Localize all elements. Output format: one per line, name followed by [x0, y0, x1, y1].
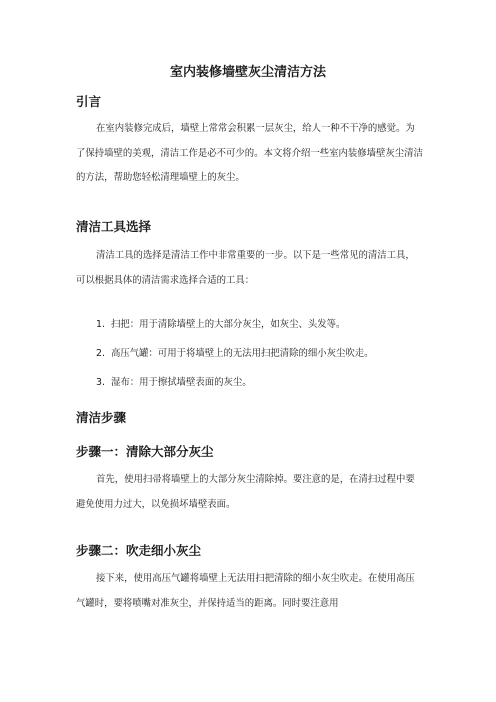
intro-paragraph: 在室内装修完成后，墙壁上常常会积累一层灰尘，给人一种不干净的感觉。为了保持墙壁的美观，清洁工作是必不可少的。本文将介绍一些室内装修墙壁灰尘清洁的方法，帮助您轻松清理墙壁上的灰尘。 [76, 123, 423, 183]
list-item-text: 扫把：用于清除墙壁上的大部分灰尘，如灰尘、头发等。 [110, 319, 346, 330]
tools-paragraph: 清洁工具的选择是清洁工作中非常重要的一步。以下是一些常见的清洁工具，可以根据具体的清洁需求选择合适的工具： [76, 250, 415, 286]
intro-heading: 引言 [76, 94, 102, 109]
step2-heading: 步骤二：吹走细小灰尘 [76, 543, 202, 558]
tools-heading: 清洁工具选择 [76, 219, 152, 234]
step2-paragraph: 接下来，使用高压气罐将墙壁上无法用扫把清除的细小灰尘吹走。在使用高压气罐时，要将喷嘴对准灰尘，并保持适当的距离。同时要注意用 [76, 573, 415, 609]
step1-paragraph: 首先，使用扫帚将墙壁上的大部分灰尘清除掉。要注意的是，在清扫过程中要避免使用力过大，以免损坏墙壁表面。 [76, 474, 415, 510]
list-item-number: 3. [96, 377, 105, 388]
list-item-number: 2. [96, 348, 105, 359]
step1-heading: 步骤一：清除大部分灰尘 [76, 444, 214, 459]
list-item [96, 376, 426, 390]
list-item-text: 湿布：用于擦拭墙壁表面的灰尘。 [110, 377, 252, 388]
document-title: 室内装修墙壁灰尘清洁方法 [169, 65, 326, 80]
list-item-text: 高压气罐：可用于将墙壁上的无法用扫把清除的细小灰尘吹走。 [110, 348, 374, 359]
list-item [96, 347, 426, 361]
list-item [96, 318, 426, 332]
list-item-number: 1. [96, 319, 105, 330]
steps-heading: 清洁步骤 [76, 410, 127, 425]
